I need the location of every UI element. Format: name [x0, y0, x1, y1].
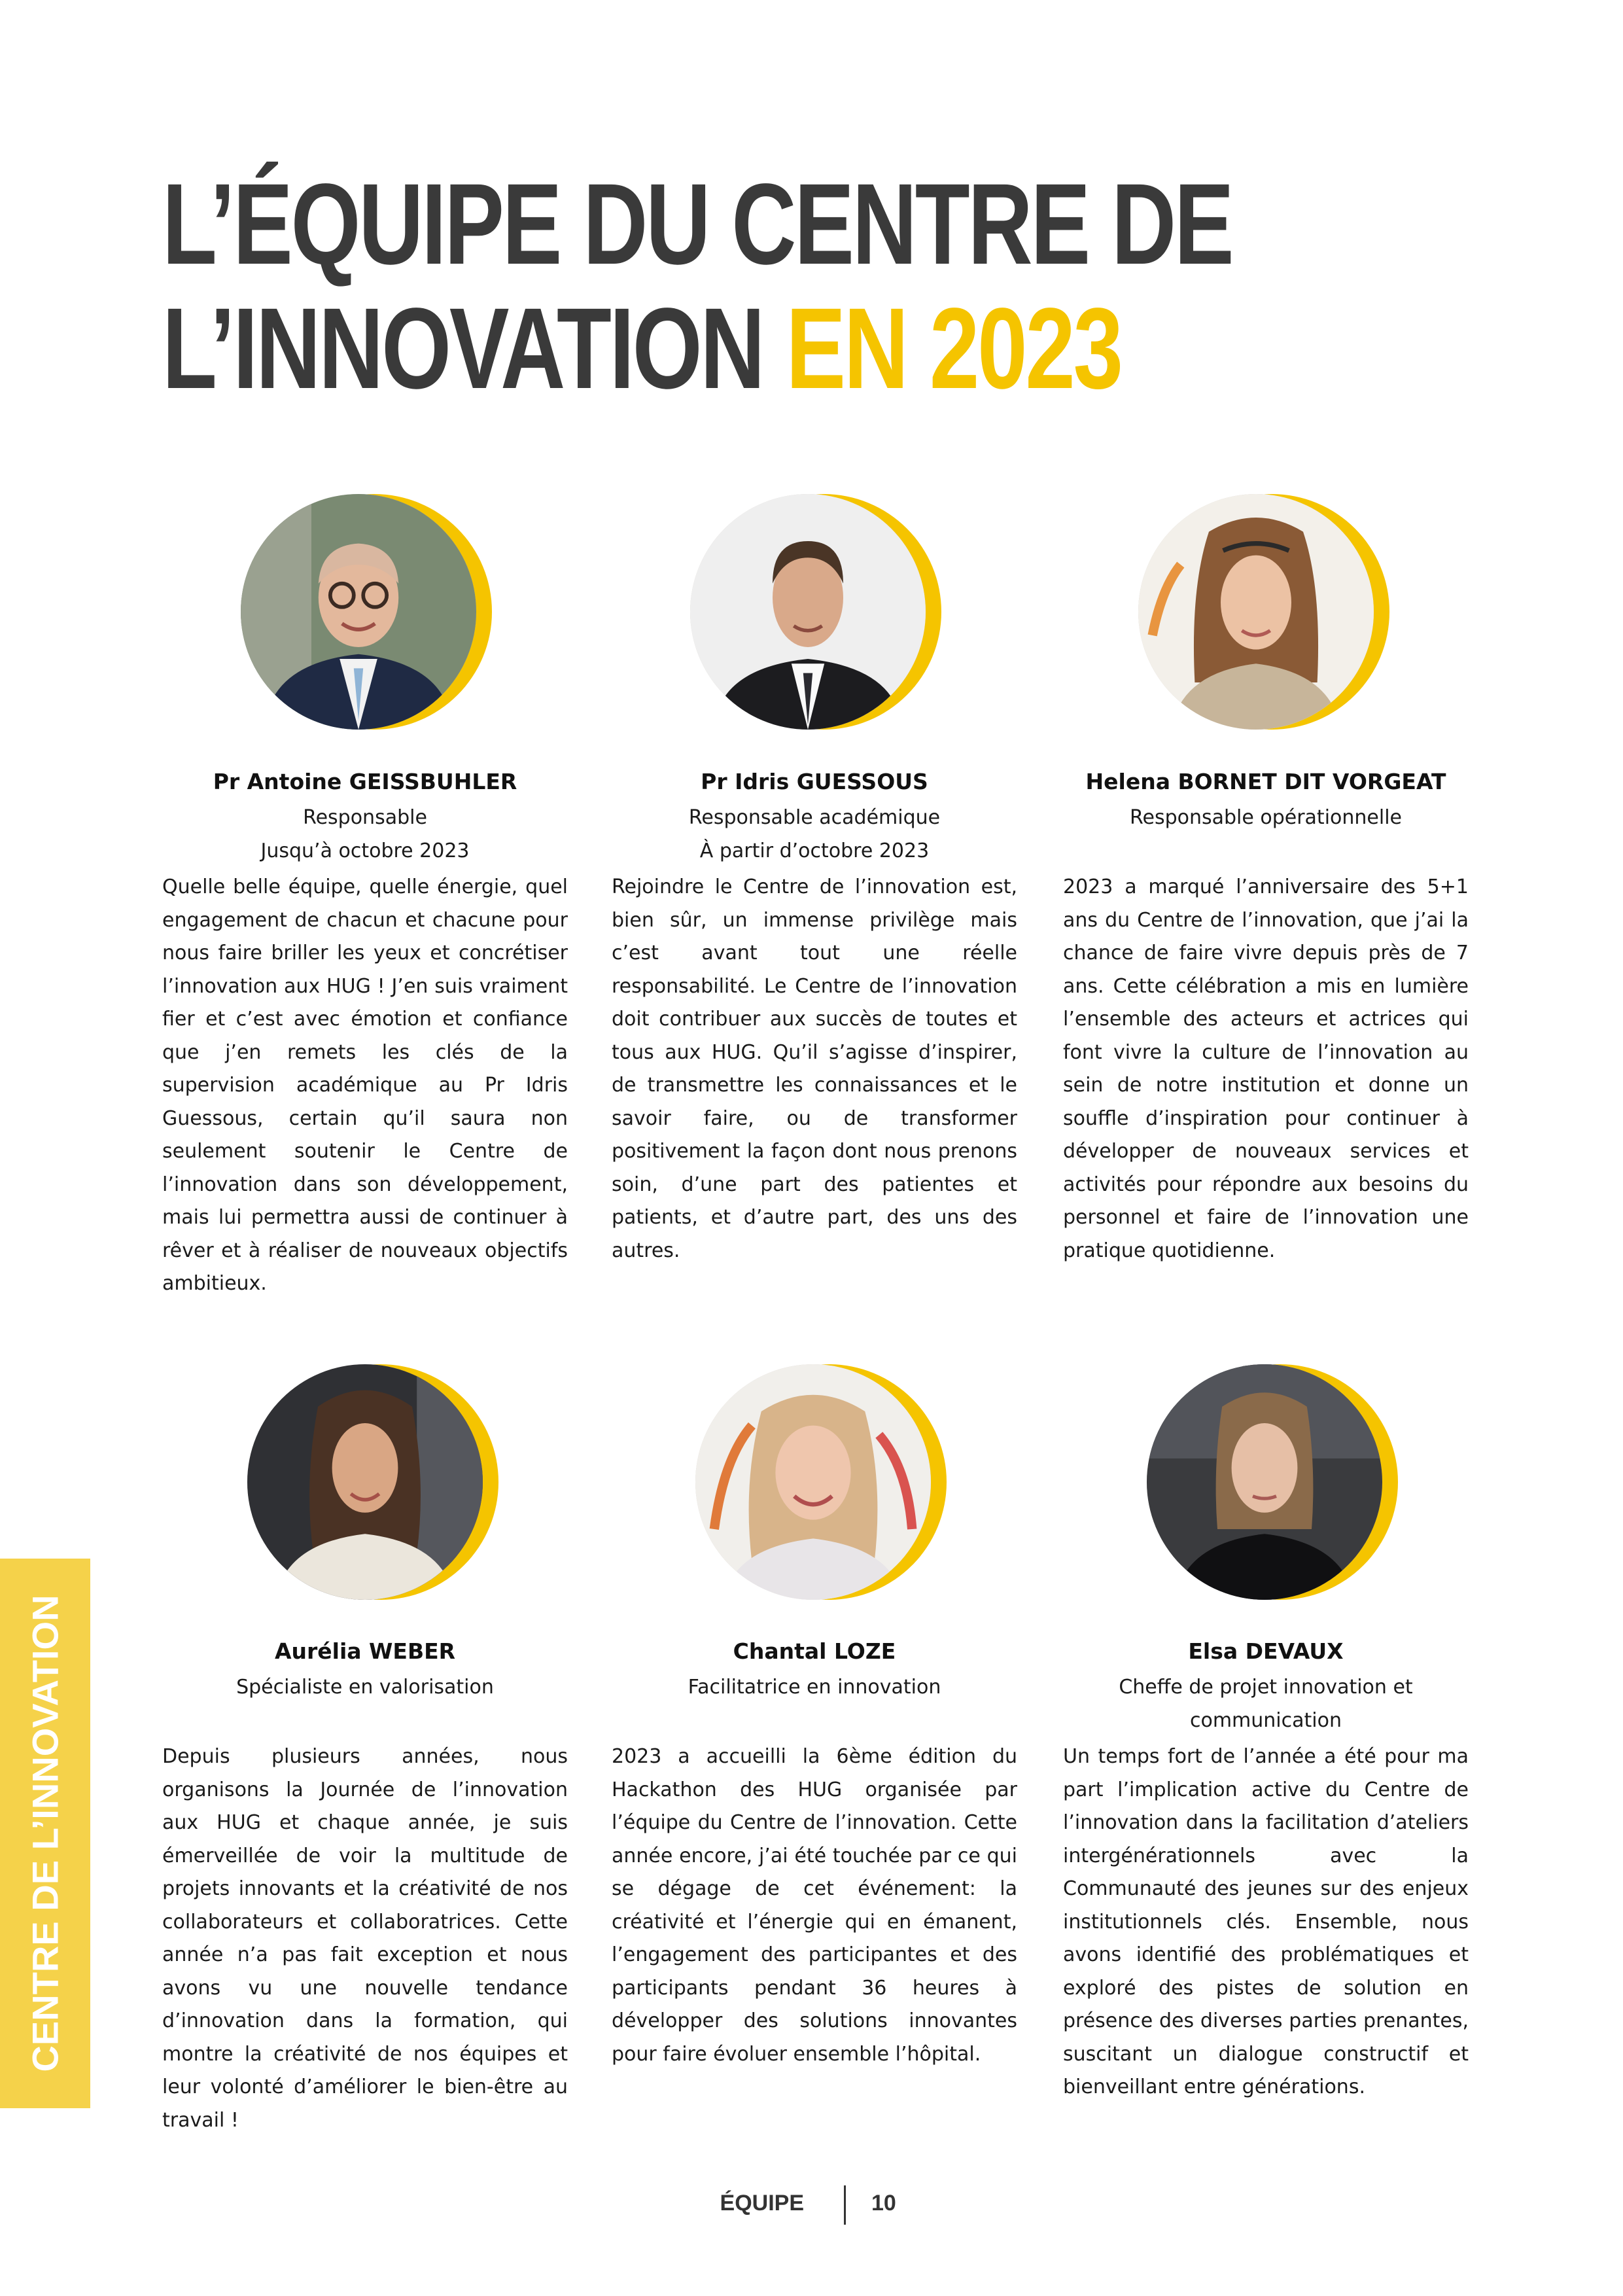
portrait-photo	[1147, 1364, 1382, 1600]
title-accent: EN 2023	[786, 285, 1121, 413]
member-quote: Quelle belle équipe, quelle énergie, quel engagement de chacun et chacune pour nous faire briller les yeux et concrétiser l’innovation aux HUG ! J’en suis vraiment fier et c’est avec émotion et confiance que j’en remets les clés de la supervision académique au Pr Idris Guessous, certain qu’il saura non seulement soutenir le Centre de l’innovation dans son développement, mais lui permettra aussi de continuer à rêver et à réaliser de nouveaux objectifs ambitieux.	[162, 875, 568, 1295]
page-number: 10	[871, 2191, 896, 2216]
member-role: Responsable opérationnelle	[1129, 806, 1402, 829]
side-section-tab	[0, 1559, 90, 2108]
portrait-photo	[1138, 494, 1374, 730]
portrait-photo	[695, 1364, 931, 1600]
member-name: Chantal LOZE	[733, 1638, 896, 1664]
member-name: Helena BORNET DIT VORGEAT	[1085, 769, 1446, 794]
page-title	[162, 162, 1232, 411]
portrait-frame	[247, 1364, 502, 1606]
member-period: À partir d’octobre 2023	[699, 839, 930, 862]
member-name: Aurélia WEBER	[274, 1638, 456, 1664]
member-quote: 2023 a marqué l’anniversaire des 5+1 ans du Centre de l’innovation, que j’ai la chance de faire vivre depuis près de 7 ans. Cette célébration a mis en lumière l’ensemble des acteurs et actrices qui font vivre la culture de l’innovation au sein de notre institution et donne un souffle d’inspiration pour continuer à développer de nouveaux services et activités pour répondre aux besoins du personnel et faire de l’innovation une pratique quotidienne.	[1063, 875, 1469, 1262]
portrait-frame	[690, 494, 945, 736]
member-quote: Un temps fort de l’année a été pour ma part l’implication active du Centre de l’innovation dans la facilitation d’ateliers intergénérationnels avec la Communauté des jeunes sur des enjeux institutionnels clés. Ensemble, nous avons identifié des problématiques et exploré des pistes de solution en présence des diverses parties prenantes, suscitant un dialogue constructif et bienveillant entre générations.	[1063, 1745, 1469, 2098]
portrait-frame	[1138, 494, 1393, 736]
member-role: Cheffe de projet innovation et communication	[1119, 1676, 1413, 1732]
member-role: Responsable	[303, 806, 427, 829]
title-line-2: L’INNOVATION	[162, 285, 763, 413]
member-role: Facilitatrice en innovation	[688, 1676, 941, 1699]
title-line-1: L’ÉQUIPE DU CENTRE DE	[162, 160, 1232, 289]
portrait-photo	[690, 494, 926, 730]
footer-divider	[844, 2185, 846, 2225]
portrait-frame	[695, 1364, 951, 1606]
member-period: Jusqu’à octobre 2023	[260, 839, 470, 862]
member-role: Responsable académique	[688, 806, 941, 829]
member-quote: Depuis plusieurs années, nous organisons la Journée de l’innovation aux HUG et chaque année, je suis émerveillée de voir la multitude de projets innovants et la créativité de nos collaborateurs et collaboratrices. Cette année n’a pas fait exception et nous avons vu une nouvelle tendance d’innovation dans la formation, qui montre la créativité de nos équipes et leur volonté d’améliorer le bien-être au travail !	[162, 1745, 568, 2132]
portrait-photo	[241, 494, 476, 730]
page-footer	[0, 2185, 1623, 2225]
member-quote: 2023 a accueilli la 6ème édition du Hackathon des HUG organisée par l’équipe du Centre de l’innovation. Cette année encore, j’ai été touchée par ce qui se dégage de cet événement: la créativité et l’énergie qui en émanent, l’engagement des participantes et des participants pendant 36 heures à développer des solutions innovantes pour faire évoluer ensemble l’hôpital.	[612, 1745, 1017, 2066]
portrait-frame	[1147, 1364, 1402, 1606]
member-quote: Rejoindre le Centre de l’innovation est, bien sûr, un immense privilège mais c’est avant tout une réelle responsabilité. Le Centre de l’innovation doit contribuer aux succès de toutes et tous aux HUG. Qu’il s’agisse d’inspirer, de transmettre les connaissances et le savoir faire, ou de transformer positivement la façon dont nous prenons soin, d’une part des patientes et patients, et d’autre part, des uns des autres.	[612, 875, 1017, 1262]
member-name: Pr Idris GUESSOUS	[701, 769, 928, 794]
side-tab-label: CENTRE DE L’INNOVATION	[24, 1595, 66, 2072]
member-role: Spécialiste en valorisation	[236, 1676, 494, 1699]
member-name: Elsa DEVAUX	[1188, 1638, 1344, 1664]
footer-section-name: ÉQUIPE	[720, 2191, 804, 2216]
portrait-frame	[241, 494, 496, 736]
portrait-photo	[247, 1364, 483, 1600]
member-name: Pr Antoine GEISSBUHLER	[213, 769, 517, 794]
